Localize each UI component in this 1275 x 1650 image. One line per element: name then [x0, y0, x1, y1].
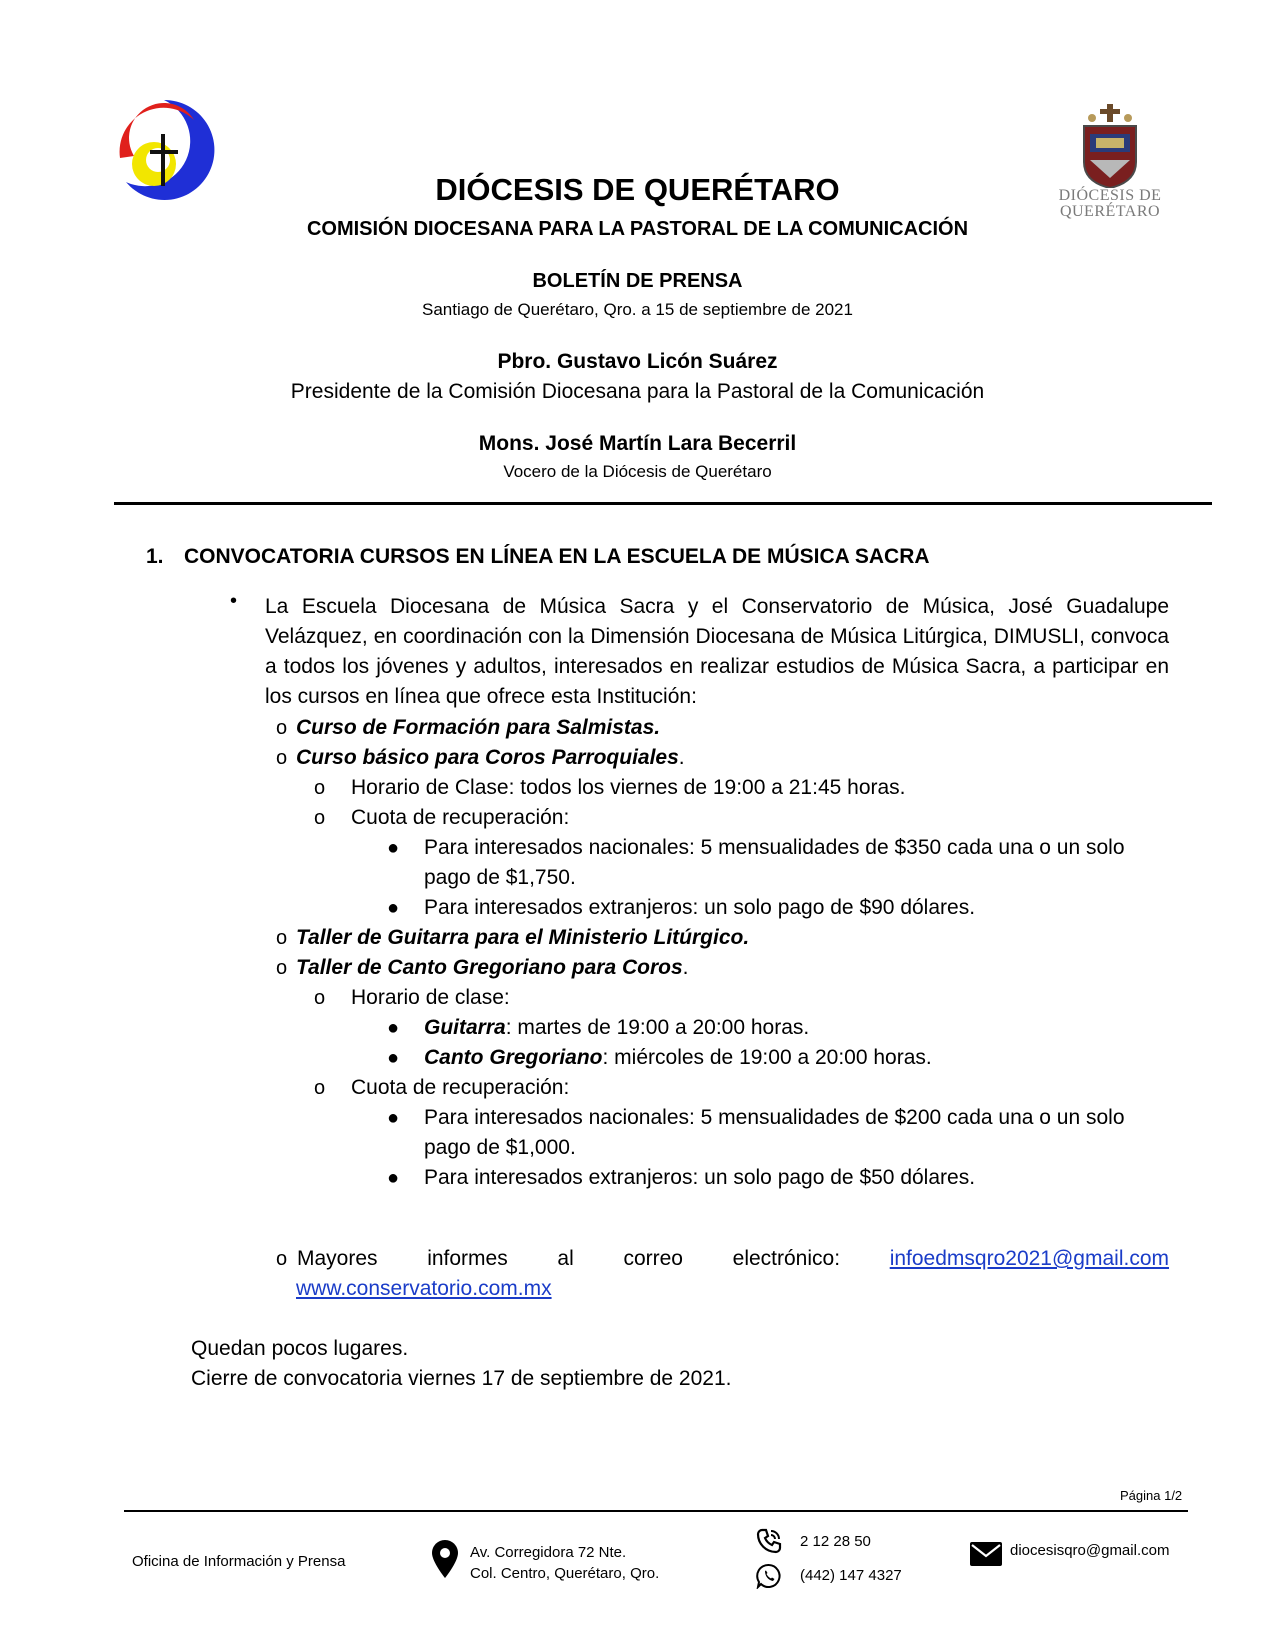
- commission-subtitle: COMISIÓN DIOCESANA PARA LA PASTORAL DE LA COMUNICACIÓN: [306, 218, 969, 240]
- bulletin-heading: BOLETÍN DE PRENSA: [532, 270, 743, 292]
- date-line: Santiago de Querétaro, Qro. a 15 de septiembre de 2021: [422, 300, 853, 319]
- list-marker: o: [314, 807, 326, 829]
- footer-divider: [124, 1510, 1188, 1512]
- list-marker: o: [276, 747, 288, 769]
- course4-guitar-schedule: [424, 1013, 809, 1043]
- phone-icon: [756, 1528, 782, 1559]
- course-name: Curso básico para Coros Parroquiales: [296, 746, 679, 769]
- info-word: electrónico:: [732, 1247, 841, 1270]
- list-marker: o: [276, 927, 288, 949]
- more-info-line: [297, 1244, 1169, 1274]
- course4-fee-national: Para interesados nacionales: 5 mensualidades de $200 cada una o un solo: [424, 1106, 1125, 1129]
- president-name: Pbro. Gustavo Licón Suárez: [497, 350, 778, 373]
- list-marker: ●: [387, 897, 400, 919]
- list-marker: o: [276, 957, 288, 979]
- info-word: correo: [623, 1247, 683, 1270]
- course2-fee-foreign: Para interesados extranjeros: un solo pago de $90 dólares.: [424, 896, 976, 919]
- course4-fee-national-cont: pago de $1,000.: [424, 1136, 576, 1159]
- closing-note: Quedan pocos lugares.: [191, 1337, 409, 1360]
- spokesman-name: Mons. José Martín Lara Becerril: [478, 432, 797, 455]
- course2-fee-national: Para interesados nacionales: 5 mensualidades de $350 cada una o un solo: [424, 836, 1125, 859]
- info-word: informes: [427, 1247, 508, 1270]
- course2-fee-label: Cuota de recuperación:: [351, 806, 570, 829]
- list-marker: ●: [387, 1107, 400, 1129]
- course-canto-gregoriano: [296, 953, 688, 983]
- course2-schedule: Horario de Clase: todos los viernes de 19:00 a 21:45 horas.: [351, 776, 906, 799]
- course4-schedule-label: Horario de clase:: [351, 986, 510, 1009]
- closing-deadline: Cierre de convocatoria viernes 17 de septiembre de 2021.: [191, 1367, 732, 1390]
- course-name: Taller de Canto Gregoriano para Coros: [296, 956, 683, 979]
- canto-time: : miércoles de 19:00 a 20:00 horas.: [602, 1046, 932, 1069]
- footer-email: diocesisqro@gmail.com: [1010, 1542, 1170, 1559]
- list-marker: ●: [387, 837, 400, 859]
- phone-number: 2 12 28 50: [800, 1533, 871, 1550]
- course4-canto-schedule: [424, 1043, 932, 1073]
- seal-text-line1: DIÓCESIS DE: [1058, 187, 1162, 204]
- page-number: Página 1/2: [1120, 1488, 1183, 1503]
- conservatorio-website-link[interactable]: www.conservatorio.com.mx: [296, 1277, 552, 1300]
- list-marker: o: [314, 777, 326, 799]
- email-icon: [970, 1542, 1002, 1571]
- list-marker: o: [276, 1248, 288, 1270]
- course2-fee-national-cont: pago de $1,750.: [424, 866, 576, 889]
- intro-line: Velázquez, en coordinación con la Dimensión Diocesana de Música Litúrgica, DIMUSLI,: [265, 625, 1085, 648]
- section-number: 1.: [146, 545, 164, 568]
- intro-paragraph: [265, 592, 1169, 712]
- course4-fee-foreign: Para interesados extranjeros: un solo pago de $50 dólares.: [424, 1166, 976, 1189]
- guitar-time: : martes de 19:00 a 20:00 horas.: [505, 1016, 810, 1039]
- intro-line: participar en los cursos en línea que ofrece esta Institución:: [265, 655, 1169, 708]
- location-pin-icon: [432, 1540, 458, 1583]
- address-line2: Col. Centro, Querétaro, Qro.: [470, 1565, 660, 1582]
- course-suffix: .: [682, 956, 689, 979]
- section-heading: [146, 545, 930, 569]
- office-name: Oficina de Información y Prensa: [132, 1553, 346, 1570]
- info-email-link[interactable]: infoedmsqro2021@gmail.com: [889, 1247, 1169, 1270]
- guitar-label: Guitarra: [424, 1016, 506, 1039]
- course-suffix: .: [678, 746, 685, 769]
- header-divider: [114, 502, 1212, 505]
- course4-fee-label: Cuota de recuperación:: [351, 1076, 570, 1099]
- address-line1: Av. Corregidora 72 Nte.: [470, 1544, 627, 1561]
- page-title: DIÓCESIS DE QUERÉTARO: [435, 172, 840, 207]
- intro-line: La Escuela Diocesana de Música Sacra y el Conservatorio de Música, José Guadalupe: [265, 595, 1169, 618]
- course-formacion-salmistas: Curso de Formación para Salmistas.: [296, 716, 661, 739]
- whatsapp-icon: [756, 1563, 782, 1594]
- list-marker: ●: [387, 1047, 400, 1069]
- whatsapp-number: (442) 147 4327: [800, 1567, 902, 1584]
- seal-text-line2: QUERÉTARO: [1059, 203, 1161, 220]
- list-marker: ●: [387, 1017, 400, 1039]
- diocese-seal: [1050, 104, 1170, 234]
- course-taller-guitarra: Taller de Guitarra para el Ministerio Litúrgico.: [296, 926, 750, 949]
- intro-line: convoca a todos los jóvenes y adultos, interesados en realizar estudios de Música Sacra, a: [265, 625, 1170, 678]
- spokesman-role: Vocero de la Diócesis de Querétaro: [503, 462, 772, 481]
- section-title: CONVOCATORIA CURSOS EN LÍNEA EN LA ESCUELA DE MÚSICA SACRA: [184, 545, 930, 568]
- list-marker: o: [276, 717, 288, 739]
- canto-label: Canto Gregoriano: [424, 1046, 603, 1069]
- president-role: Presidente de la Comisión Diocesana para la Pastoral de la Comunicación: [290, 380, 985, 403]
- info-word: al: [557, 1247, 574, 1270]
- info-word: Mayores: [297, 1247, 378, 1270]
- list-marker: o: [314, 987, 326, 1009]
- list-marker: o: [314, 1077, 326, 1099]
- list-marker: ●: [387, 1167, 400, 1189]
- course-coros-parroquiales: [296, 743, 685, 773]
- intro-bullet: •: [230, 590, 238, 612]
